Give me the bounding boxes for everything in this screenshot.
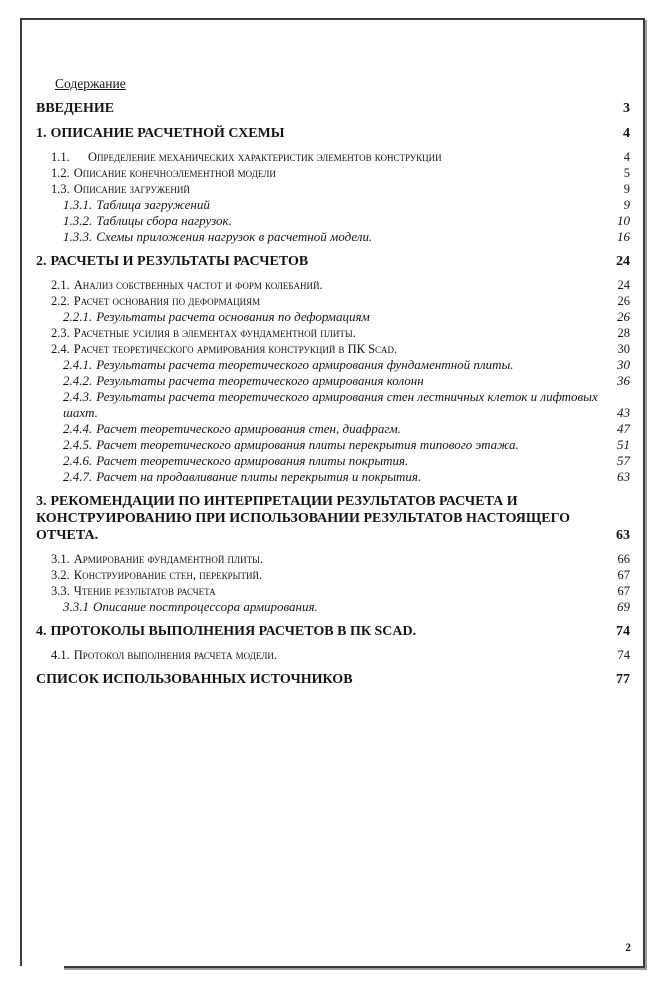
toc-entry-page-number: 66 xyxy=(617,552,630,566)
toc-entry-text: Расчет теоретического армирования конструкций в ПК Scad. xyxy=(73,342,398,356)
toc-entry-text: ВВЕДЕНИЕ xyxy=(36,101,115,116)
toc-entry-title xyxy=(51,149,614,165)
toc-entry-text: РАСЧЕТЫ И РЕЗУЛЬТАТЫ РАСЧЕТОВ xyxy=(50,254,309,269)
toc-entry-number: 1.3.1. xyxy=(63,197,93,212)
toc-entry[interactable] xyxy=(36,165,630,181)
toc-entry-number: 1.3. xyxy=(51,182,70,196)
toc-entry-text: ОПИСАНИЕ РАСЧЕТНОЙ СХЕМЫ xyxy=(50,126,285,141)
toc-entry-page-number: 69 xyxy=(617,599,630,614)
toc-entry-text: Конструирование стен, перекрытий. xyxy=(73,568,263,582)
toc-entry-text: СПИСОК ИСПОЛЬЗОВАННЫХ ИСТОЧНИКОВ xyxy=(36,672,353,687)
toc-entry-title xyxy=(63,309,607,325)
toc-entry-page-number: 43 xyxy=(617,405,630,420)
toc-entry-number: 4. xyxy=(36,624,47,639)
toc-entry-page-number: 63 xyxy=(617,469,630,484)
toc-entry-text: Расчетные усилия в элементах фундаментной плиты. xyxy=(73,326,356,340)
document-page xyxy=(20,18,645,968)
toc-entry-number: 2. xyxy=(36,254,47,269)
table-of-contents xyxy=(22,20,643,688)
toc-entry-number: 2.2. xyxy=(51,294,70,308)
toc-entry-title xyxy=(63,421,607,437)
toc-entry-page-number: 4 xyxy=(623,126,630,141)
toc-entry-text: Расчет теоретического армирования плиты покрытия. xyxy=(96,453,409,468)
toc-entry[interactable] xyxy=(36,551,630,567)
toc-entry-number: 1.3.3. xyxy=(63,229,93,244)
toc-entry[interactable] xyxy=(36,357,630,373)
toc-entry-title xyxy=(63,229,607,245)
toc-entry[interactable] xyxy=(36,277,630,293)
toc-entry-number: 4.1. xyxy=(51,648,70,662)
toc-entry[interactable] xyxy=(36,623,630,640)
toc-entry[interactable] xyxy=(36,469,630,485)
toc-entry[interactable] xyxy=(36,100,630,117)
toc-entry-page-number: 9 xyxy=(623,197,630,212)
toc-entry-text: ПРОТОКОЛЫ ВЫПОЛНЕНИЯ РАСЧЕТОВ В ПК SCAD. xyxy=(50,624,417,639)
toc-entry[interactable] xyxy=(36,213,630,229)
toc-entry-title xyxy=(63,213,607,229)
toc-entry-title xyxy=(63,437,607,453)
toc-entry-title xyxy=(51,583,608,599)
toc-entry-title xyxy=(63,599,607,615)
toc-entry-text: Результаты расчета теоретического армирования стен лестничных клеток и лифтовых шахт. xyxy=(63,389,598,420)
toc-entry[interactable] xyxy=(36,421,630,437)
toc-entry-text: Определение механических характеристик элементов конструкции xyxy=(88,150,442,164)
toc-entry-page-number: 47 xyxy=(617,421,630,436)
toc-entry-page-number: 3 xyxy=(623,101,630,116)
toc-entry-text: Анализ собственных частот и форм колебаний. xyxy=(73,278,323,292)
toc-entry-page-number: 9 xyxy=(623,182,630,196)
toc-entry-number: 2.4.6. xyxy=(63,453,93,468)
toc-entry[interactable] xyxy=(36,599,630,615)
toc-entry-number: 2.3. xyxy=(51,326,70,340)
toc-entry-title xyxy=(63,469,607,485)
toc-entry-number: 1.3.2. xyxy=(63,213,93,228)
toc-entry-title xyxy=(63,197,614,213)
toc-entry-page-number: 26 xyxy=(617,294,630,308)
toc-entry-title xyxy=(51,293,608,309)
toc-entry-title xyxy=(51,181,614,197)
toc-entry-title xyxy=(51,567,608,583)
toc-entry-title xyxy=(36,100,613,117)
toc-entry-page-number: 63 xyxy=(616,528,630,543)
toc-entry-page-number: 36 xyxy=(617,373,630,388)
toc-entry-page-number: 77 xyxy=(616,672,630,687)
toc-entry[interactable] xyxy=(36,373,630,389)
toc-entry-title xyxy=(36,125,613,142)
toc-entry-page-number: 10 xyxy=(617,213,630,228)
toc-entry-text: Таблицы сбора нагрузок. xyxy=(96,213,232,228)
toc-entry-text: Расчет основания по деформациям xyxy=(73,294,261,308)
toc-entry[interactable] xyxy=(36,437,630,453)
toc-entry-number: 1.2. xyxy=(51,166,70,180)
toc-entry-page-number: 30 xyxy=(617,342,630,356)
toc-entry-page-number: 24 xyxy=(616,254,630,269)
toc-entry-number: 3.3. xyxy=(51,584,70,598)
toc-entry[interactable] xyxy=(36,197,630,213)
toc-entry[interactable] xyxy=(36,671,630,688)
toc-entry-text: Расчет на продавливание плиты перекрытия и покрытия. xyxy=(96,469,422,484)
toc-entry-number: 2.4.4. xyxy=(63,421,93,436)
toc-entry[interactable] xyxy=(36,389,630,421)
page-border-gap xyxy=(20,966,64,970)
toc-entry[interactable] xyxy=(36,309,630,325)
toc-entry-title xyxy=(36,493,606,544)
toc-entry[interactable] xyxy=(36,493,630,544)
toc-entry[interactable] xyxy=(36,181,630,197)
toc-entry-page-number: 4 xyxy=(623,150,630,164)
toc-entry-page-number: 30 xyxy=(617,357,630,372)
toc-entry-title xyxy=(51,165,614,181)
toc-entry[interactable] xyxy=(36,341,630,357)
toc-entry-title xyxy=(63,373,607,389)
toc-entry[interactable] xyxy=(36,253,630,270)
toc-entry-page-number: 51 xyxy=(617,437,630,452)
toc-entry[interactable] xyxy=(36,293,630,309)
toc-entry-page-number: 16 xyxy=(617,229,630,244)
toc-entry-page-number: 74 xyxy=(617,648,630,662)
toc-entry-number: 2.2.1. xyxy=(63,309,93,324)
toc-entry-number: 3.3.1 xyxy=(63,599,89,614)
toc-entry-number: 2.4.7. xyxy=(63,469,93,484)
toc-entry-page-number: 5 xyxy=(623,166,630,180)
toc-entry-text: Результаты расчета теоретического армирования колонн xyxy=(96,373,424,388)
toc-entry-title xyxy=(63,453,607,469)
toc-entry[interactable] xyxy=(36,583,630,599)
toc-entry-page-number: 57 xyxy=(617,453,630,468)
toc-entry-number: 1.1. xyxy=(51,150,70,164)
toc-entry-text: Описание конечноэлементной модели xyxy=(73,166,276,180)
toc-entry[interactable] xyxy=(36,453,630,469)
toc-entry-number: 2.4.2. xyxy=(63,373,93,388)
toc-entry-number: 2.4.3. xyxy=(63,389,93,404)
toc-entry-title xyxy=(63,389,607,421)
toc-entry-number: 2.4. xyxy=(51,342,70,356)
toc-entry[interactable] xyxy=(36,229,630,245)
toc-entry-text: Описание загружений xyxy=(73,182,190,196)
footer-page-number: 2 xyxy=(625,942,631,954)
toc-entry[interactable] xyxy=(36,125,630,142)
toc-entry[interactable] xyxy=(36,325,630,341)
toc-entry-text: РЕКОМЕНДАЦИИ ПО ИНТЕРПРЕТАЦИИ РЕЗУЛЬТАТОВ РАСЧЕТА И КОНСТРУИРОВАНИЮ ПРИ ИСПОЛЬЗОВАНИИ РЕЗУЛЬТАТОВ НАСТОЯЩЕГО ОТЧЕТА. xyxy=(36,494,571,543)
toc-entry-title xyxy=(36,253,606,270)
toc-entry-number: 3.2. xyxy=(51,568,70,582)
toc-entry-title xyxy=(63,357,607,373)
toc-entry[interactable] xyxy=(36,567,630,583)
toc-entry-text: Результаты расчета теоретического армирования фундаментной плиты. xyxy=(96,357,514,372)
toc-entry-page-number: 67 xyxy=(617,584,630,598)
toc-entry-page-number: 67 xyxy=(617,568,630,582)
toc-entry-text: Схемы приложения нагрузок в расчетной модели. xyxy=(96,229,373,244)
toc-entry-page-number: 28 xyxy=(617,326,630,340)
toc-heading: Содержание xyxy=(55,76,126,91)
toc-entry-title xyxy=(51,551,608,567)
toc-entry-text: Расчет теоретического армирования стен, диафрагм. xyxy=(96,421,401,436)
toc-entry-page-number: 26 xyxy=(617,309,630,324)
toc-entry-number: 1. xyxy=(36,126,47,141)
toc-entry-text: Чтение результатов расчета xyxy=(73,584,216,598)
toc-entry-page-number: 24 xyxy=(617,278,630,292)
toc-entry-page-number: 74 xyxy=(616,624,630,639)
toc-entry-text: Таблица загружений xyxy=(96,197,210,212)
toc-entry-text: Протокол выполнения расчета модели. xyxy=(73,648,277,662)
toc-entry-number: 2.4.1. xyxy=(63,357,93,372)
toc-entry-number: 2.1. xyxy=(51,278,70,292)
toc-entry-number: 3. xyxy=(36,494,47,509)
toc-entry-number: 3.1. xyxy=(51,552,70,566)
toc-entry-text: Армирование фундаментной плиты. xyxy=(73,552,264,566)
toc-entry-title xyxy=(51,277,608,293)
toc-entry-text: Результаты расчета основания по деформациям xyxy=(96,309,370,324)
toc-entry-title xyxy=(51,325,608,341)
toc-entry[interactable] xyxy=(36,149,630,165)
toc-entry[interactable] xyxy=(36,647,630,663)
toc-entry-title xyxy=(36,671,606,688)
toc-entry-title xyxy=(36,623,606,640)
toc-entry-text: Описание постпроцессора армирования. xyxy=(93,599,318,614)
toc-entry-number: 2.4.5. xyxy=(63,437,93,452)
toc-entry-title xyxy=(51,647,608,663)
toc-entry-text: Расчет теоретического армирования плиты перекрытия типового этажа. xyxy=(96,437,519,452)
toc-entry-title xyxy=(51,341,608,357)
